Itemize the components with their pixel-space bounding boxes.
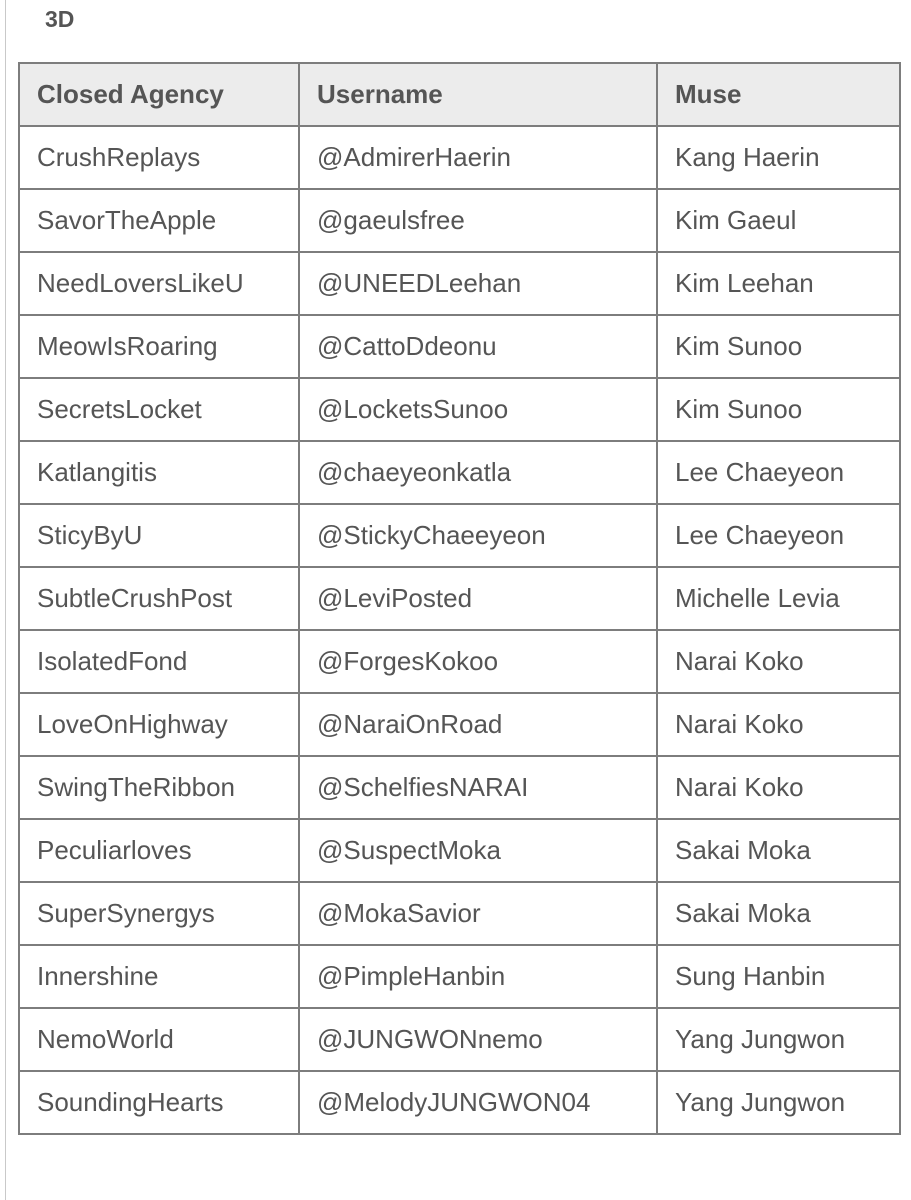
cell-muse: Lee Chaeyeon	[657, 504, 900, 567]
header-username: Username	[299, 63, 657, 126]
cell-agency: SavorTheApple	[19, 189, 299, 252]
cell-agency: IsolatedFond	[19, 630, 299, 693]
cell-muse: Kang Haerin	[657, 126, 900, 189]
cell-username: @LocketsSunoo	[299, 378, 657, 441]
cell-agency: SecretsLocket	[19, 378, 299, 441]
cell-agency: LoveOnHighway	[19, 693, 299, 756]
cell-agency: NeedLoversLikeU	[19, 252, 299, 315]
closed-agency-table	[18, 62, 901, 1135]
cell-username: @AdmirerHaerin	[299, 126, 657, 189]
cell-muse: Sung Hanbin	[657, 945, 900, 1008]
cell-agency: NemoWorld	[19, 1008, 299, 1071]
cell-username: @UNEEDLeehan	[299, 252, 657, 315]
table-body	[19, 126, 900, 1134]
cell-username: @JUNGWONnemo	[299, 1008, 657, 1071]
cell-username: @SchelfiesNARAI	[299, 756, 657, 819]
cell-username: @NaraiOnRoad	[299, 693, 657, 756]
cell-agency: SubtleCrushPost	[19, 567, 299, 630]
cell-username: @CattoDdeonu	[299, 315, 657, 378]
cell-muse: Narai Koko	[657, 630, 900, 693]
cell-agency: Katlangitis	[19, 441, 299, 504]
cell-username: @gaeulsfree	[299, 189, 657, 252]
table-row	[19, 1008, 900, 1071]
cell-muse: Kim Sunoo	[657, 315, 900, 378]
table-row	[19, 1071, 900, 1134]
cell-muse: Sakai Moka	[657, 882, 900, 945]
cell-muse: Kim Gaeul	[657, 189, 900, 252]
cell-agency: Peculiarloves	[19, 819, 299, 882]
section-label: 3D	[45, 6, 75, 32]
cell-muse: Yang Jungwon	[657, 1008, 900, 1071]
cell-agency: SoundingHearts	[19, 1071, 299, 1134]
cell-muse: Narai Koko	[657, 693, 900, 756]
table-row	[19, 189, 900, 252]
header-muse: Muse	[657, 63, 900, 126]
table-row	[19, 504, 900, 567]
cell-username: @ForgesKokoo	[299, 630, 657, 693]
cell-agency: CrushReplays	[19, 126, 299, 189]
table-row	[19, 882, 900, 945]
table-row	[19, 126, 900, 189]
cell-muse: Sakai Moka	[657, 819, 900, 882]
cell-agency: MeowIsRoaring	[19, 315, 299, 378]
left-divider	[5, 0, 6, 1200]
table-row	[19, 819, 900, 882]
table-header-row	[19, 63, 900, 126]
cell-agency: Innershine	[19, 945, 299, 1008]
cell-muse: Lee Chaeyeon	[657, 441, 900, 504]
table-row	[19, 315, 900, 378]
cell-username: @StickyChaeeyeon	[299, 504, 657, 567]
cell-agency: SticyByU	[19, 504, 299, 567]
cell-username: @LeviPosted	[299, 567, 657, 630]
table-row	[19, 693, 900, 756]
table-row	[19, 567, 900, 630]
cell-muse: Kim Sunoo	[657, 378, 900, 441]
cell-muse: Kim Leehan	[657, 252, 900, 315]
cell-agency: SuperSynergys	[19, 882, 299, 945]
table-row	[19, 252, 900, 315]
table-row	[19, 756, 900, 819]
cell-username: @MokaSavior	[299, 882, 657, 945]
cell-muse: Michelle Levia	[657, 567, 900, 630]
table-row	[19, 441, 900, 504]
table-row	[19, 630, 900, 693]
table-row	[19, 378, 900, 441]
header-closed-agency: Closed Agency	[19, 63, 299, 126]
table-row	[19, 945, 900, 1008]
cell-muse: Narai Koko	[657, 756, 900, 819]
cell-muse: Yang Jungwon	[657, 1071, 900, 1134]
cell-agency: SwingTheRibbon	[19, 756, 299, 819]
cell-username: @MelodyJUNGWON04	[299, 1071, 657, 1134]
cell-username: @chaeyeonkatla	[299, 441, 657, 504]
cell-username: @SuspectMoka	[299, 819, 657, 882]
cell-username: @PimpleHanbin	[299, 945, 657, 1008]
